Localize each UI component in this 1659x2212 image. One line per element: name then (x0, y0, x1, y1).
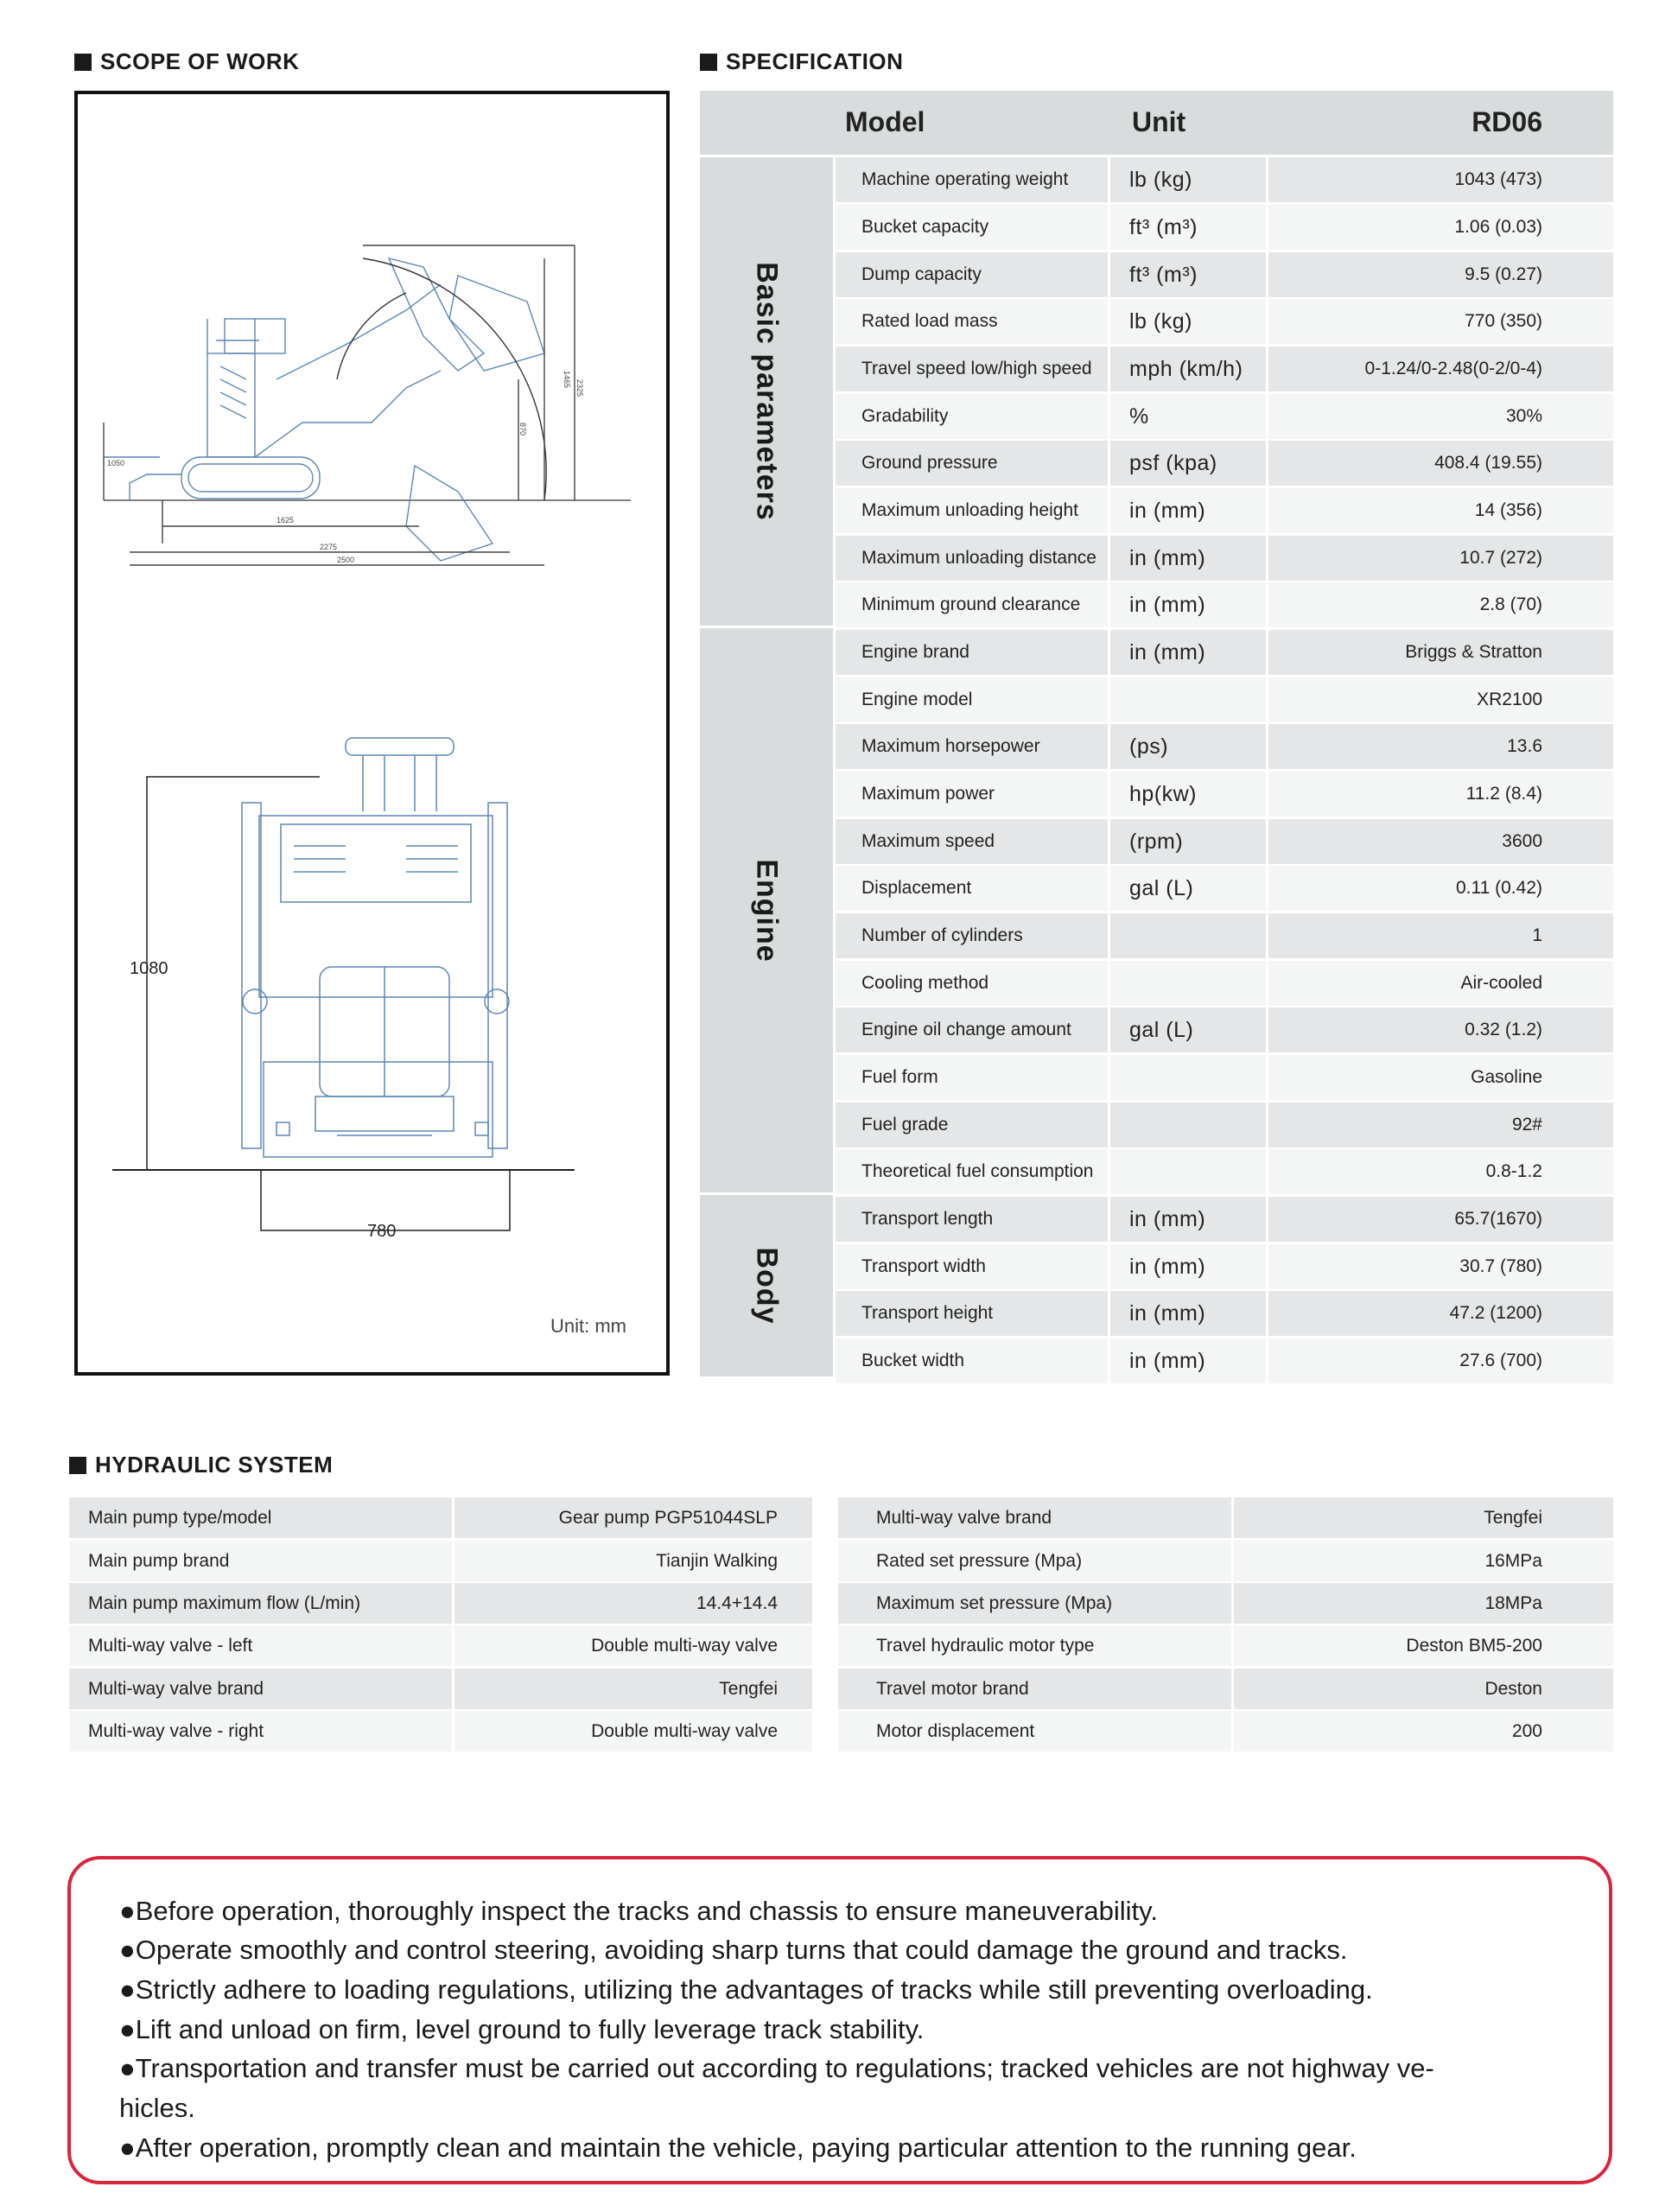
param-cell: Ground pressure (836, 441, 1108, 486)
hydraulic-row (838, 1541, 1613, 1581)
value-cell: 18MPa (1234, 1583, 1613, 1624)
spec-row (836, 1007, 1613, 1052)
param-cell: Fuel form (836, 1055, 1108, 1100)
param-cell: Maximum power (836, 772, 1108, 817)
unit-cell: lb (kg) (1110, 157, 1266, 202)
param-cell: Dump capacity (836, 252, 1108, 297)
section-square-icon (69, 1457, 86, 1474)
param-cell: Main pump type/model (69, 1497, 452, 1538)
spec-row (836, 819, 1613, 864)
group-label: Body (750, 1247, 784, 1325)
param-cell: Multi-way valve - left (69, 1625, 452, 1666)
value-cell: 0-1.24/0-2.48(0-2/0-4) (1268, 346, 1613, 391)
value-cell: 1.06 (0.03) (1268, 205, 1613, 250)
unit-cell: in (mm) (1110, 1197, 1266, 1242)
dim-label-870: 870 (518, 423, 527, 436)
param-cell: Multi-way valve brand (69, 1669, 452, 1709)
unit-cell (1110, 677, 1266, 722)
unit-cell (1110, 1149, 1266, 1194)
param-cell: Maximum speed (836, 819, 1108, 864)
spec-header-row (700, 91, 1613, 155)
note-line: ●Strictly adhere to loading regulations, utilizing the advantages of tracks while still preventing overloading. (119, 1974, 1373, 2005)
value-cell: 30.7 (780) (1268, 1244, 1613, 1289)
spec-row (836, 677, 1613, 722)
unit-cell: % (1110, 394, 1266, 439)
value-cell: 9.5 (0.27) (1268, 252, 1613, 297)
value-cell: Gear pump PGP51044SLP (454, 1497, 812, 1538)
param-cell: Rated set pressure (Mpa) (838, 1541, 1231, 1581)
unit-cell: in (mm) (1110, 630, 1266, 675)
value-cell: 30% (1268, 394, 1613, 439)
unit-cell: hp(kw) (1110, 772, 1266, 817)
scope-drawing-box (74, 91, 670, 1376)
side-view-dimension-labels (107, 371, 584, 564)
unit-cell: psf (kpa) (1110, 441, 1266, 486)
spec-row (836, 205, 1613, 250)
spec-row (836, 1291, 1613, 1336)
unit-cell: (rpm) (1110, 819, 1266, 864)
value-cell: 13.6 (1268, 724, 1613, 769)
note-line: hicles. (119, 2093, 195, 2123)
value-cell: Briggs & Stratton (1268, 630, 1613, 675)
scope-section-title (74, 48, 299, 75)
spec-row (836, 630, 1613, 675)
hydraulic-row (69, 1625, 812, 1666)
spec-row (836, 252, 1613, 297)
value-cell: 0.8-1.2 (1268, 1149, 1613, 1194)
spec-row (836, 488, 1613, 533)
value-cell: Gasoline (1268, 1055, 1613, 1100)
value-cell: 47.2 (1200) (1268, 1291, 1613, 1336)
value-cell: 11.2 (8.4) (1268, 772, 1613, 817)
scope-title-text: SCOPE OF WORK (100, 48, 300, 74)
param-cell: Engine brand (836, 630, 1108, 675)
hydraulic-row (838, 1583, 1613, 1624)
value-cell: 1 (1268, 913, 1613, 958)
dim-label-1465: 1465 (563, 371, 571, 389)
dim-label-2325: 2325 (575, 379, 584, 397)
front-width-dimension-label: 780 (367, 1222, 397, 1241)
spec-title-text: SPECIFICATION (726, 48, 904, 74)
hydraulic-row (69, 1541, 812, 1581)
group-body (700, 1195, 833, 1376)
front-height-dimension-label: 1080 (130, 959, 168, 978)
spec-row (836, 1338, 1613, 1383)
param-cell: Fuel grade (836, 1103, 1108, 1147)
header-model-value: RD06 (1471, 106, 1542, 137)
value-cell: 14 (356) (1268, 488, 1613, 533)
spec-row (836, 1103, 1613, 1147)
value-cell: Double multi-way valve (454, 1711, 812, 1751)
spec-row (836, 299, 1613, 344)
spec-row (836, 346, 1613, 391)
param-cell: Main pump maximum flow (L/min) (69, 1583, 452, 1624)
param-cell: Displacement (836, 866, 1108, 911)
unit-cell: in (mm) (1110, 1338, 1266, 1383)
dim-label-1050: 1050 (107, 459, 125, 467)
param-cell: Maximum horsepower (836, 724, 1108, 769)
param-cell: Transport length (836, 1197, 1108, 1242)
hydraulic-title-text: HYDRAULIC SYSTEM (95, 1452, 334, 1478)
param-cell: Engine oil change amount (836, 1007, 1108, 1052)
operation-notes-box (67, 1856, 1612, 2184)
spec-row (836, 157, 1613, 202)
spec-row (836, 394, 1613, 439)
unit-cell (1110, 913, 1266, 958)
spec-row (836, 1055, 1613, 1100)
hydraulic-section-title (69, 1452, 333, 1478)
value-cell: 16MPa (1234, 1541, 1613, 1581)
spec-row (836, 1197, 1613, 1242)
hydraulic-row (838, 1625, 1613, 1666)
unit-cell: gal (L) (1110, 1007, 1266, 1052)
note-line: ●Operate smoothly and control steering, avoiding sharp turns that could damage the ground and tracks. (119, 1935, 1348, 1965)
dim-label-1625: 1625 (276, 516, 295, 524)
section-square-icon (74, 54, 92, 71)
value-cell: Deston (1234, 1669, 1613, 1709)
param-cell: Travel hydraulic motor type (838, 1625, 1231, 1666)
unit-cell: lb (kg) (1110, 299, 1266, 344)
hydraulic-row (69, 1711, 812, 1751)
dim-label-2500: 2500 (337, 556, 355, 564)
unit-cell (1110, 1103, 1266, 1147)
unit-cell: in (mm) (1110, 488, 1266, 533)
param-cell: Cooling method (836, 961, 1108, 1006)
hydraulic-row (838, 1669, 1613, 1709)
value-cell: 3600 (1268, 819, 1613, 864)
value-cell: Tianjin Walking (454, 1541, 812, 1581)
spec-row (836, 866, 1613, 911)
param-cell: Travel motor brand (838, 1669, 1231, 1709)
unit-cell: mph (km/h) (1110, 346, 1266, 391)
param-cell: Transport width (836, 1244, 1108, 1289)
value-cell: Tengfei (1234, 1497, 1613, 1538)
param-cell: Bucket capacity (836, 205, 1108, 250)
param-cell: Multi-way valve - right (69, 1711, 452, 1751)
value-cell: Deston BM5-200 (1234, 1625, 1613, 1666)
param-cell: Maximum unloading distance (836, 536, 1108, 581)
value-cell: 0.11 (0.42) (1268, 866, 1613, 911)
value-cell: 408.4 (19.55) (1268, 441, 1613, 486)
hydraulic-row (69, 1497, 812, 1538)
unit-cell: in (mm) (1110, 1291, 1266, 1336)
value-cell: Air-cooled (1268, 961, 1613, 1006)
spec-row (836, 724, 1613, 769)
group-label: Engine (750, 858, 784, 963)
param-cell: Motor displacement (838, 1711, 1231, 1751)
param-cell: Machine operating weight (836, 157, 1108, 202)
unit-cell: in (mm) (1110, 1244, 1266, 1289)
unit-cell: ft³ (m³) (1110, 205, 1266, 250)
value-cell: 0.32 (1.2) (1268, 1007, 1613, 1052)
value-cell: 1043 (473) (1268, 157, 1613, 202)
spec-row (836, 1244, 1613, 1289)
value-cell: 65.7(1670) (1268, 1197, 1613, 1242)
spec-row (836, 582, 1613, 627)
note-line: ●After operation, promptly clean and maintain the vehicle, paying particular attention to the running gear. (119, 2133, 1357, 2163)
hydraulic-row (69, 1669, 812, 1709)
unit-note: Unit: mm (550, 1315, 626, 1337)
value-cell: 200 (1234, 1711, 1613, 1751)
param-cell: Minimum ground clearance (836, 582, 1108, 627)
machine-technical-drawing (78, 94, 666, 1372)
unit-cell: in (mm) (1110, 536, 1266, 581)
param-cell: Rated load mass (836, 299, 1108, 344)
param-cell: Number of cylinders (836, 913, 1108, 958)
hydraulic-row (838, 1497, 1613, 1538)
spec-row (836, 441, 1613, 486)
param-cell: Maximum set pressure (Mpa) (838, 1583, 1231, 1624)
value-cell: Double multi-way valve (454, 1625, 812, 1666)
note-line: ●Transportation and transfer must be carried out according to regulations; tracked vehicles are not highway ve- (119, 2053, 1434, 2083)
hydraulic-row (838, 1711, 1613, 1751)
value-cell: 27.6 (700) (1268, 1338, 1613, 1383)
param-cell: Maximum unloading height (836, 488, 1108, 533)
value-cell: 92# (1268, 1103, 1613, 1147)
value-cell: 14.4+14.4 (454, 1583, 812, 1624)
param-cell: Bucket width (836, 1338, 1108, 1383)
value-cell: Tengfei (454, 1669, 812, 1709)
value-cell: 2.8 (70) (1268, 582, 1613, 627)
unit-cell (1110, 961, 1266, 1006)
group-engine (700, 628, 833, 1192)
note-line: ●Lift and unload on firm, level ground to fully leverage track stability. (119, 2014, 925, 2044)
spec-row (836, 536, 1613, 581)
spec-row (836, 1149, 1613, 1194)
unit-cell: (ps) (1110, 724, 1266, 769)
param-cell: Gradability (836, 394, 1108, 439)
unit-cell: gal (L) (1110, 866, 1266, 911)
param-cell: Travel speed low/high speed (836, 346, 1108, 391)
header-unit: Unit (1132, 106, 1186, 137)
section-square-icon (700, 54, 717, 71)
group-basic-parameters (700, 157, 833, 626)
front-view-drawing (112, 738, 575, 1230)
value-cell: 10.7 (272) (1268, 536, 1613, 581)
spec-row (836, 961, 1613, 1006)
note-line: ●Before operation, thoroughly inspect the tracks and chassis to ensure maneuverability. (119, 1896, 1158, 1926)
param-cell: Multi-way valve brand (838, 1497, 1231, 1538)
param-cell: Theoretical fuel consumption (836, 1149, 1108, 1194)
header-model: Model (845, 106, 925, 137)
value-cell: 770 (350) (1268, 299, 1613, 344)
side-view-drawing (104, 245, 631, 565)
hydraulic-row (69, 1583, 812, 1624)
unit-cell: ft³ (m³) (1110, 252, 1266, 297)
group-label: Basic parameters (750, 262, 784, 521)
spec-row (836, 772, 1613, 817)
value-cell: XR2100 (1268, 677, 1613, 722)
spec-row (836, 913, 1613, 958)
param-cell: Engine model (836, 677, 1108, 722)
param-cell: Transport height (836, 1291, 1108, 1336)
param-cell: Main pump brand (69, 1541, 452, 1581)
unit-cell: in (mm) (1110, 582, 1266, 627)
spec-section-title (700, 48, 903, 75)
dim-label-2275: 2275 (320, 543, 338, 551)
unit-cell (1110, 1055, 1266, 1100)
